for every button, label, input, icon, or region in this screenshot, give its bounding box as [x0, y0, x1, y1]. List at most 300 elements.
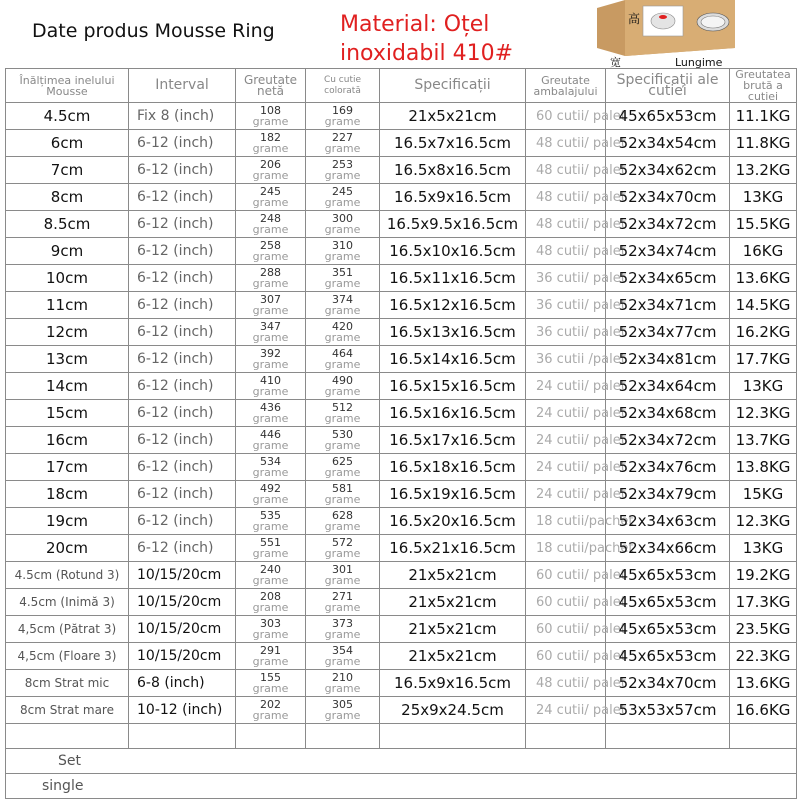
cell-interval: 6-12 (inch)	[129, 481, 236, 508]
cell-gross-weight: 13KG	[730, 184, 797, 211]
cell-pack: 24 cutii/ palet	[526, 400, 606, 427]
cell-colored-box-weight	[306, 427, 380, 454]
cell-net-weight	[236, 454, 306, 481]
gram-unit: grame	[252, 331, 289, 344]
net-weight-value: 208	[260, 590, 281, 603]
cell-box-spec: 52x34x71cm	[606, 292, 730, 319]
cell-colored-box-weight	[306, 670, 380, 697]
colored-weight-value: 210	[332, 671, 353, 684]
cell-spec: 16.5x10x16.5cm	[380, 238, 526, 265]
cell-pack: 36 cutii/ palet	[526, 319, 606, 346]
table-row	[6, 184, 797, 211]
gram-unit: grame	[252, 358, 289, 371]
cell-pack: 48 cutii/ palet	[526, 130, 606, 157]
net-weight-value: 291	[260, 644, 281, 657]
cell-gross-weight: 11.8KG	[730, 130, 797, 157]
cell-gross-weight: 14.5KG	[730, 292, 797, 319]
cell-net-weight	[236, 427, 306, 454]
cell-interval: 6-12 (inch)	[129, 373, 236, 400]
cell-height: 15cm	[6, 400, 129, 427]
cell-box-spec: 52x34x63cm	[606, 508, 730, 535]
gram-unit: grame	[324, 628, 361, 641]
col-header-colored-box: Cu cutie colorată	[306, 69, 380, 103]
gram-unit: grame	[324, 655, 361, 668]
cell-gross-weight: 15KG	[730, 481, 797, 508]
cell-gross-weight: 17.7KG	[730, 346, 797, 373]
cell-interval: 10/15/20cm	[129, 562, 236, 589]
colored-weight-value: 310	[332, 239, 353, 252]
gram-unit: grame	[324, 439, 361, 452]
cell-gross-weight: 13KG	[730, 373, 797, 400]
cell-height: 4,5cm (Floare 3)	[6, 643, 129, 670]
cell-height: 4,5cm (Pătrat 3)	[6, 616, 129, 643]
table-row	[6, 373, 797, 400]
cell-pack: 24 cutii/ palet	[526, 697, 606, 724]
cell-gross-weight: 13.8KG	[730, 454, 797, 481]
cell-net-weight	[236, 616, 306, 643]
cell-gross-weight: 16KG	[730, 238, 797, 265]
gram-unit: grame	[252, 412, 289, 425]
net-weight-value: 206	[260, 158, 281, 171]
cell-net-weight	[236, 643, 306, 670]
cell-box-spec: 52x34x62cm	[606, 157, 730, 184]
net-weight-value: 410	[260, 374, 281, 387]
colored-weight-value: 581	[332, 482, 353, 495]
gram-unit: grame	[324, 331, 361, 344]
colored-weight-value: 420	[332, 320, 353, 333]
net-weight-value: 182	[260, 131, 281, 144]
colored-weight-value: 300	[332, 212, 353, 225]
cell-colored-box-weight	[306, 616, 380, 643]
cell-net-weight	[236, 157, 306, 184]
cell-box-spec: 52x34x70cm	[606, 670, 730, 697]
cell-box-spec: 45x65x53cm	[606, 589, 730, 616]
gram-unit: grame	[252, 655, 289, 668]
gram-unit: grame	[324, 493, 361, 506]
col-header-spec: Specificații	[380, 69, 526, 103]
cell-spec: 16.5x9x16.5cm	[380, 184, 526, 211]
cell-box-spec: 52x34x65cm	[606, 265, 730, 292]
cell-colored-box-weight	[306, 697, 380, 724]
cell-box-spec: 52x34x66cm	[606, 535, 730, 562]
colored-weight-value: 253	[332, 158, 353, 171]
cell-colored-box-weight	[306, 589, 380, 616]
cell-gross-weight: 22.3KG	[730, 643, 797, 670]
cell-pack: 48 cutii/ palet	[526, 184, 606, 211]
cell-net-weight	[236, 562, 306, 589]
cell-box-spec: 52x34x54cm	[606, 130, 730, 157]
cell-interval: 6-12 (inch)	[129, 211, 236, 238]
table-row	[6, 481, 797, 508]
cell-interval: 6-12 (inch)	[129, 400, 236, 427]
cell-pack: 48 cutii/ palet	[526, 211, 606, 238]
cell-pack: 24 cutii/ palet	[526, 427, 606, 454]
table-row	[6, 454, 797, 481]
cell-net-weight	[236, 130, 306, 157]
table-row	[6, 616, 797, 643]
net-weight-value: 534	[260, 455, 281, 468]
cell-interval: 6-8 (inch)	[129, 670, 236, 697]
gram-unit: grame	[252, 250, 289, 263]
cell-box-spec: 52x34x77cm	[606, 319, 730, 346]
gram-unit: grame	[324, 682, 361, 695]
gram-unit: grame	[252, 709, 289, 722]
gram-unit: grame	[324, 115, 361, 128]
table-row	[6, 211, 797, 238]
gram-unit: grame	[252, 493, 289, 506]
cell-height: 11cm	[6, 292, 129, 319]
product-spec-table	[5, 68, 797, 799]
cell-colored-box-weight	[306, 508, 380, 535]
colored-weight-value: 512	[332, 401, 353, 414]
cell-box-spec: 52x34x72cm	[606, 211, 730, 238]
gram-unit: grame	[252, 115, 289, 128]
cell-box-spec: 45x65x53cm	[606, 103, 730, 130]
cell-net-weight	[236, 292, 306, 319]
cell-spec: 16.5x13x16.5cm	[380, 319, 526, 346]
cardboard-box-image	[595, 0, 735, 56]
net-weight-value: 303	[260, 617, 281, 630]
cell-interval: Fix 8 (inch)	[129, 103, 236, 130]
cell-box-spec: 53x53x57cm	[606, 697, 730, 724]
cell-interval: 10/15/20cm	[129, 616, 236, 643]
cell-gross-weight: 13.2KG	[730, 157, 797, 184]
cell-spec: 16.5x20x16.5cm	[380, 508, 526, 535]
cell-net-weight	[236, 508, 306, 535]
cell-colored-box-weight	[306, 481, 380, 508]
cell-net-weight	[236, 670, 306, 697]
colored-weight-value: 245	[332, 185, 353, 198]
cell-box-spec: 52x34x72cm	[606, 427, 730, 454]
colored-weight-value: 373	[332, 617, 353, 630]
cell-box-spec: 45x65x53cm	[606, 616, 730, 643]
cell-box-spec: 52x34x68cm	[606, 400, 730, 427]
cell-pack: 60 cutii/ palet	[526, 562, 606, 589]
net-weight-value: 492	[260, 482, 281, 495]
cell-pack: 18 cutii/pachet	[526, 508, 606, 535]
cell-colored-box-weight	[306, 184, 380, 211]
net-weight-value: 347	[260, 320, 281, 333]
net-weight-value: 108	[260, 104, 281, 117]
gram-unit: grame	[252, 196, 289, 209]
cell-gross-weight: 17.3KG	[730, 589, 797, 616]
cell-interval: 10-12 (inch)	[129, 697, 236, 724]
net-weight-value: 436	[260, 401, 281, 414]
cell-gross-weight: 19.2KG	[730, 562, 797, 589]
cell-height: 13cm	[6, 346, 129, 373]
colored-weight-value: 490	[332, 374, 353, 387]
cell-height: 20cm	[6, 535, 129, 562]
colored-weight-value: 628	[332, 509, 353, 522]
cell-pack: 60 cutii/ palet	[526, 103, 606, 130]
material-label: Material: Oțel inoxidabil 410#	[340, 12, 514, 66]
cell-spec: 16.5x9.5x16.5cm	[380, 211, 526, 238]
box-height-label: 高	[628, 12, 641, 26]
net-weight-value: 202	[260, 698, 281, 711]
cell-net-weight	[236, 697, 306, 724]
cell-interval: 6-12 (inch)	[129, 427, 236, 454]
table-row	[6, 562, 797, 589]
net-weight-value: 240	[260, 563, 281, 576]
cell-gross-weight: 23.5KG	[730, 616, 797, 643]
table-row	[6, 238, 797, 265]
cell-colored-box-weight	[306, 454, 380, 481]
cell-height: 8.5cm	[6, 211, 129, 238]
cell-height: 8cm	[6, 184, 129, 211]
cell-colored-box-weight	[306, 373, 380, 400]
table-row	[6, 427, 797, 454]
cell-spec: 25x9x24.5cm	[380, 697, 526, 724]
col-header-net-weight: Greutate netă	[236, 69, 306, 103]
gram-unit: grame	[324, 709, 361, 722]
table-row	[6, 157, 797, 184]
col-header-box-spec: Specificații ale cutiei	[606, 69, 730, 103]
gram-unit: grame	[252, 385, 289, 398]
cell-interval: 10/15/20cm	[129, 589, 236, 616]
cell-spec: 16.5x17x16.5cm	[380, 427, 526, 454]
gram-unit: grame	[252, 547, 289, 560]
table-row	[6, 643, 797, 670]
cell-box-spec: 52x34x81cm	[606, 346, 730, 373]
colored-weight-value: 464	[332, 347, 353, 360]
cell-pack: 36 cutii/ palet	[526, 292, 606, 319]
cell-height: 7cm	[6, 157, 129, 184]
table-row	[6, 319, 797, 346]
single-label: single	[6, 774, 797, 799]
gram-unit: grame	[324, 385, 361, 398]
cell-net-weight	[236, 319, 306, 346]
table-header-row	[6, 69, 797, 103]
table-row	[6, 130, 797, 157]
cell-height: 16cm	[6, 427, 129, 454]
cell-pack: 48 cutii/ palet	[526, 670, 606, 697]
table-row-set	[6, 749, 797, 774]
cell-colored-box-weight	[306, 211, 380, 238]
cell-height: 10cm	[6, 265, 129, 292]
net-weight-value: 307	[260, 293, 281, 306]
gram-unit: grame	[324, 277, 361, 290]
col-header-pack-weight: Greutate ambalajului	[526, 69, 606, 103]
cell-height: 4.5cm (Inimă 3)	[6, 589, 129, 616]
gram-unit: grame	[252, 466, 289, 479]
table-row	[6, 535, 797, 562]
colored-weight-value: 305	[332, 698, 353, 711]
cell-interval: 6-12 (inch)	[129, 238, 236, 265]
box-width-label: 宽	[610, 56, 621, 69]
cell-height: 4.5cm (Rotund 3)	[6, 562, 129, 589]
cell-spec: 16.5x14x16.5cm	[380, 346, 526, 373]
cell-gross-weight: 13.6KG	[730, 265, 797, 292]
col-header-gross-weight: Greutatea brută a cutiei	[730, 69, 797, 103]
gram-unit: grame	[324, 304, 361, 317]
net-weight-value: 551	[260, 536, 281, 549]
cell-gross-weight: 12.3KG	[730, 400, 797, 427]
gram-unit: grame	[252, 304, 289, 317]
colored-weight-value: 169	[332, 104, 353, 117]
gram-unit: grame	[252, 223, 289, 236]
cell-spec: 21x5x21cm	[380, 616, 526, 643]
gram-unit: grame	[324, 601, 361, 614]
cell-spec: 21x5x21cm	[380, 643, 526, 670]
cell-height: 14cm	[6, 373, 129, 400]
cell-colored-box-weight	[306, 265, 380, 292]
cell-spec: 16.5x11x16.5cm	[380, 265, 526, 292]
table-row-empty	[6, 724, 797, 749]
gram-unit: grame	[324, 358, 361, 371]
table-row	[6, 589, 797, 616]
gram-unit: grame	[324, 547, 361, 560]
cell-interval: 6-12 (inch)	[129, 184, 236, 211]
net-weight-value: 288	[260, 266, 281, 279]
net-weight-value: 248	[260, 212, 281, 225]
cell-net-weight	[236, 589, 306, 616]
cell-net-weight	[236, 238, 306, 265]
cell-spec: 16.5x18x16.5cm	[380, 454, 526, 481]
cell-colored-box-weight	[306, 562, 380, 589]
gram-unit: grame	[324, 169, 361, 182]
table-row	[6, 346, 797, 373]
colored-weight-value: 530	[332, 428, 353, 441]
cell-box-spec: 45x65x53cm	[606, 562, 730, 589]
cell-colored-box-weight	[306, 400, 380, 427]
gram-unit: grame	[252, 277, 289, 290]
cell-pack: 24 cutii/ palet	[526, 481, 606, 508]
cell-gross-weight: 15.5KG	[730, 211, 797, 238]
colored-weight-value: 625	[332, 455, 353, 468]
cell-colored-box-weight	[306, 157, 380, 184]
table-row	[6, 508, 797, 535]
net-weight-value: 245	[260, 185, 281, 198]
gram-unit: grame	[324, 574, 361, 587]
colored-weight-value: 271	[332, 590, 353, 603]
cell-net-weight	[236, 265, 306, 292]
cell-colored-box-weight	[306, 238, 380, 265]
cell-interval: 10/15/20cm	[129, 643, 236, 670]
gram-unit: grame	[252, 142, 289, 155]
cell-height: 12cm	[6, 319, 129, 346]
cell-colored-box-weight	[306, 346, 380, 373]
cell-net-weight	[236, 535, 306, 562]
gram-unit: grame	[252, 601, 289, 614]
cell-height: 18cm	[6, 481, 129, 508]
colored-weight-value: 572	[332, 536, 353, 549]
cell-spec: 16.5x15x16.5cm	[380, 373, 526, 400]
cell-colored-box-weight	[306, 103, 380, 130]
cell-interval: 6-12 (inch)	[129, 454, 236, 481]
cell-spec: 16.5x7x16.5cm	[380, 130, 526, 157]
cell-interval: 6-12 (inch)	[129, 157, 236, 184]
table-row	[6, 292, 797, 319]
cell-spec: 16.5x12x16.5cm	[380, 292, 526, 319]
cell-pack: 18 cutii/pachet	[526, 535, 606, 562]
gram-unit: grame	[324, 412, 361, 425]
cell-spec: 16.5x19x16.5cm	[380, 481, 526, 508]
cell-box-spec: 52x34x76cm	[606, 454, 730, 481]
net-weight-value: 446	[260, 428, 281, 441]
cell-interval: 6-12 (inch)	[129, 319, 236, 346]
cell-net-weight	[236, 373, 306, 400]
cell-net-weight	[236, 103, 306, 130]
cell-interval: 6-12 (inch)	[129, 346, 236, 373]
box-length-label: Lungime	[675, 56, 723, 69]
gram-unit: grame	[324, 142, 361, 155]
cell-spec: 16.5x8x16.5cm	[380, 157, 526, 184]
cell-colored-box-weight	[306, 292, 380, 319]
cell-box-spec: 52x34x79cm	[606, 481, 730, 508]
cell-spec: 16.5x21x16.5cm	[380, 535, 526, 562]
cell-pack: 36 cutii/ palet	[526, 265, 606, 292]
net-weight-value: 258	[260, 239, 281, 252]
gram-unit: grame	[324, 196, 361, 209]
cell-gross-weight: 16.2KG	[730, 319, 797, 346]
gram-unit: grame	[252, 169, 289, 182]
cell-spec: 16.5x9x16.5cm	[380, 670, 526, 697]
gram-unit: grame	[324, 250, 361, 263]
cell-box-spec: 45x65x53cm	[606, 643, 730, 670]
cell-height: 17cm	[6, 454, 129, 481]
cell-gross-weight: 13KG	[730, 535, 797, 562]
cell-pack: 48 cutii/ palet	[526, 238, 606, 265]
cell-gross-weight: 12.3KG	[730, 508, 797, 535]
table-row	[6, 400, 797, 427]
set-label: Set	[6, 749, 797, 774]
cell-height: 4.5cm	[6, 103, 129, 130]
cell-pack: 24 cutii/ palet	[526, 454, 606, 481]
cell-spec: 21x5x21cm	[380, 562, 526, 589]
table-row	[6, 697, 797, 724]
cell-gross-weight: 11.1KG	[730, 103, 797, 130]
cell-gross-weight: 13.7KG	[730, 427, 797, 454]
page-title: Date produs Mousse Ring	[32, 20, 275, 42]
cell-net-weight	[236, 184, 306, 211]
cell-height: 19cm	[6, 508, 129, 535]
cell-net-weight	[236, 211, 306, 238]
cell-colored-box-weight	[306, 319, 380, 346]
gram-unit: grame	[252, 628, 289, 641]
table-row	[6, 670, 797, 697]
cell-net-weight	[236, 346, 306, 373]
cell-height: 8cm Strat mare	[6, 697, 129, 724]
net-weight-value: 392	[260, 347, 281, 360]
cell-box-spec: 52x34x74cm	[606, 238, 730, 265]
cell-spec: 21x5x21cm	[380, 589, 526, 616]
cell-colored-box-weight	[306, 643, 380, 670]
cell-height: 8cm Strat mic	[6, 670, 129, 697]
cell-interval: 6-12 (inch)	[129, 265, 236, 292]
colored-weight-value: 354	[332, 644, 353, 657]
gram-unit: grame	[252, 682, 289, 695]
cell-pack: 60 cutii/ palet	[526, 616, 606, 643]
cell-interval: 6-12 (inch)	[129, 292, 236, 319]
gram-unit: grame	[252, 574, 289, 587]
cell-pack: 24 cutii/ palet	[526, 373, 606, 400]
cell-interval: 6-12 (inch)	[129, 535, 236, 562]
cell-net-weight	[236, 481, 306, 508]
cell-pack: 60 cutii/ palet	[526, 643, 606, 670]
cell-interval: 6-12 (inch)	[129, 130, 236, 157]
cell-interval: 6-12 (inch)	[129, 508, 236, 535]
col-header-height: Înălțimea inelului Mousse	[6, 69, 129, 103]
cell-gross-weight: 16.6KG	[730, 697, 797, 724]
cell-spec: 16.5x16x16.5cm	[380, 400, 526, 427]
cell-height: 9cm	[6, 238, 129, 265]
colored-weight-value: 227	[332, 131, 353, 144]
cell-pack: 60 cutii/ palet	[526, 589, 606, 616]
table-row	[6, 265, 797, 292]
net-weight-value: 155	[260, 671, 281, 684]
cell-gross-weight: 13.6KG	[730, 670, 797, 697]
gram-unit: grame	[324, 466, 361, 479]
